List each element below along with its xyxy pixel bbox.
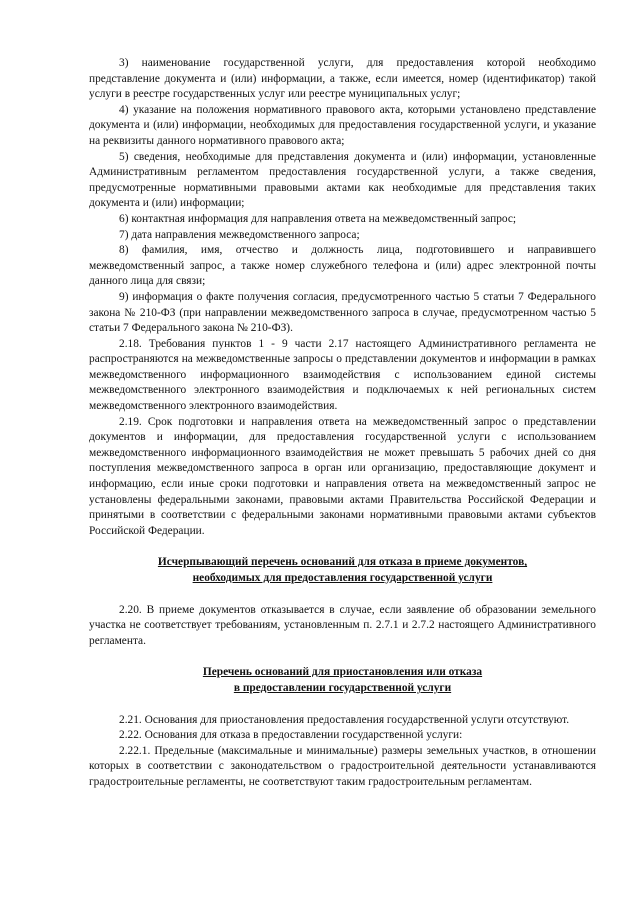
section-heading-refusal-acceptance [89, 555, 596, 586]
heading-line: в предоставлении государственной услуги [233, 681, 452, 694]
paragraph-2-20: 2.20. В приеме документов отказывается в случае, если заявление об образовании земельного участка не соответствует требованиям, установленным п. 2.7.1 и 2.7.2 настоящего Административного регламента. [89, 603, 596, 647]
paragraph-item-5: 5) сведения, необходимые для представления документа и (или) информации, установленные Административным регламентом предоставления государственной услуги, а также сведения, предусмотренные нормативными правовыми актами как необходимые для представления таких документа и (или) информации; [89, 150, 596, 210]
paragraph-2-21: 2.21. Основания для приостановления предоставления государственной услуги отсутствуют. [119, 713, 570, 726]
heading-line: необходимых для предоставления государственной услуги [192, 572, 493, 584]
paragraph-2-22: 2.22. Основания для отказа в предоставлении государственной услуги: [119, 729, 463, 742]
paragraph-2-22-1: 2.22.1. Предельные (максимальные и минимальные) размеры земельных участков, в отношении которых в соответствии с законодательством о градостроительной деятельности устанавливаются градостроительные регламенты, не соответствуют таким градостроительным регламентам. [89, 744, 596, 788]
heading-line: Исчерпывающий перечень оснований для отказа в приеме документов, [157, 556, 528, 569]
paragraph-item-3: 3) наименование государственной услуги, для предоставления которой необходимо представление документа и (или) информации, а также, если имеется, номер (идентификатор) такой услуги в реестре государственных услуг или реестре муниципальных услуг; [89, 57, 596, 101]
paragraph-item-9: 9) информация о факте получения согласия, предусмотренного частью 5 статьи 7 Федерального закона № 210-ФЗ (при направлении межведомственного запроса в случае, предусмотренном частью 5 статьи 7 Федерального закона № 210-ФЗ). [89, 290, 596, 335]
paragraph-item-4: 4) указание на положения нормативного правового акта, которыми установлено представление документа и (или) информации, необходимых для предоставления государственной услуги, и указание на реквизиты данного нормативного правового акта; [89, 103, 596, 147]
paragraph-2-18: 2.18. Требования пунктов 1 - 9 части 2.17 настоящего Административного регламента не распространяются на межведомственные запросы о представлении документов и информации в рамках межведомственного информационного взаимодействия с использованием единой системы межведомственного электронного взаимодействия и подключаемых к ней региональных систем межведомственного электронного взаимодействия. [89, 337, 596, 413]
heading-line: Перечень оснований для приостановления или отказа [202, 666, 483, 679]
paragraph-2-19: 2.19. Срок подготовки и направления ответа на межведомственный запрос о представлении документов и информации, для предоставления государственной услуги с использованием межведомственного информационного взаимодействия не может превышать 5 рабочих дней со дня поступления межведомственного запроса в орган или организацию, предоставляющие документ и информацию, если иные сроки подготовки и направления ответа на межведомственный запрос не установлены федеральными законами, правовыми актами Правительства Российской Федерации и принятыми в соответствии с федеральными законами нормативными правовыми актами субъектов Российской Федерации. [89, 415, 596, 537]
paragraph-item-8: 8) фамилия, имя, отчество и должность лица, подготовившего и направившего межведомственный запрос, а также номер служебного телефона и (или) адрес электронной почты данного лица для связи; [89, 244, 596, 288]
paragraph-item-7: 7) дата направления межведомственного запроса; [119, 228, 360, 241]
paragraph-item-6: 6) контактная информация для направления ответа на межведомственный запрос; [119, 212, 517, 225]
section-heading-suspension-refusal [89, 665, 596, 696]
document-page [89, 56, 596, 791]
